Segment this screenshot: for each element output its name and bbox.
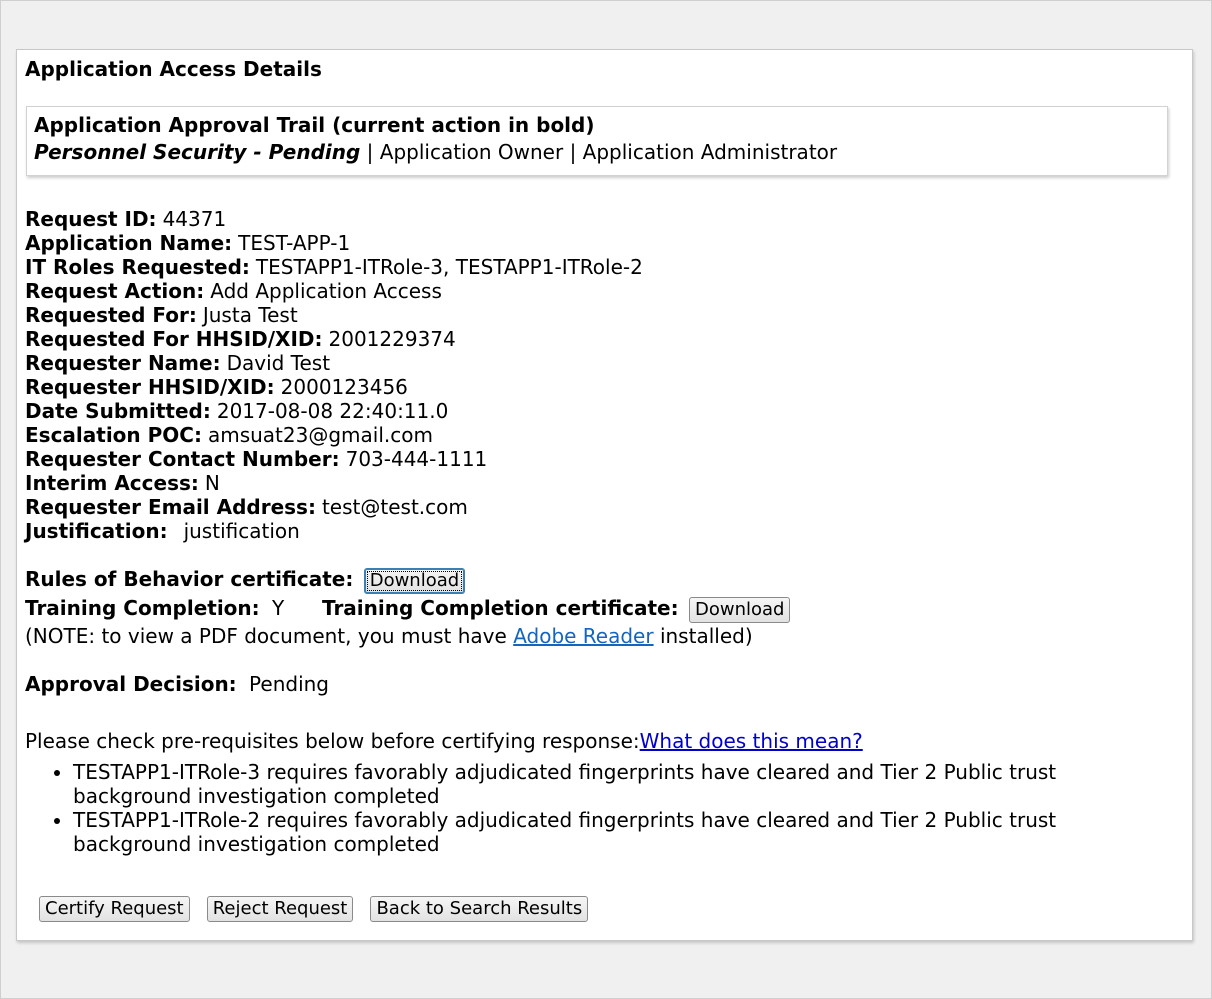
action-buttons: [39, 896, 600, 922]
detail-justification: Justification: justification: [25, 519, 300, 543]
detail-request-id: Request ID: 44371: [25, 207, 227, 231]
reject-request-button[interactable]: Reject Request: [207, 896, 354, 922]
approval-decision-label: Approval Decision:: [25, 672, 237, 696]
training-completion-row: [25, 596, 284, 620]
detail-requested-for: Requested For: Justa Test: [25, 303, 298, 327]
training-completion-label: Training Completion:: [25, 596, 260, 620]
detail-requested-for-hhsid: Requested For HHSID/XID: 2001229374: [25, 327, 456, 351]
page-title: Application Access Details: [25, 57, 322, 81]
approval-decision-value: Pending: [249, 672, 329, 696]
detail-date-submitted: Date Submitted: 2017-08-08 22:40:11.0: [25, 399, 449, 423]
request-details: [25, 207, 643, 543]
certify-request-button[interactable]: Certify Request: [39, 896, 190, 922]
detail-escalation-poc: Escalation POC: amsuat23@gmail.com: [25, 423, 433, 447]
detail-requester-name: Requester Name: David Test: [25, 351, 331, 375]
rules-download-button[interactable]: Download: [364, 568, 465, 594]
approval-trail-box: [26, 106, 1168, 176]
trail-step-current: Personnel Security - Pending: [34, 140, 361, 164]
trail-separator: |: [366, 140, 374, 164]
training-download-button[interactable]: Download: [689, 597, 790, 623]
approval-trail-title: Application Approval Trail (current action in bold): [34, 113, 595, 137]
training-completion-value: Y: [272, 596, 285, 620]
detail-request-action: Request Action: Add Application Access: [25, 279, 442, 303]
approval-decision-row: [25, 672, 329, 696]
access-details-panel: [16, 49, 1193, 941]
trail-step-admin: Application Administrator: [582, 140, 838, 164]
what-does-this-mean-link[interactable]: What does this mean?: [639, 729, 863, 753]
detail-interim-access: Interim Access: N: [25, 471, 220, 495]
rules-of-behavior-row: [25, 567, 465, 594]
prereq-list: [25, 760, 1113, 856]
trail-separator: |: [569, 140, 577, 164]
prereq-intro: Please check pre-requisites below before certifying response:What does this mean?: [25, 729, 863, 753]
approval-trail-steps: [34, 140, 837, 164]
list-item: • TESTAPP1-ITRole-2 requires favorably adjudicated fingerprints have cleared and Tier 2 Public trust background investigation completed: [73, 808, 1113, 856]
training-certificate-row: [322, 596, 790, 623]
detail-contact-number: Requester Contact Number: 703-444-1111: [25, 447, 488, 471]
adobe-reader-link[interactable]: Adobe Reader: [513, 624, 654, 648]
trail-step-owner: Application Owner: [379, 140, 564, 164]
detail-requester-hhsid: Requester HHSID/XID: 2000123456: [25, 375, 408, 399]
detail-application-name: Application Name: TEST-APP-1: [25, 231, 351, 255]
back-to-search-results-button[interactable]: Back to Search Results: [370, 896, 588, 922]
list-item: • TESTAPP1-ITRole-3 requires favorably adjudicated fingerprints have cleared and Tier 2 Public trust background investigation completed: [73, 760, 1113, 808]
detail-email-address: Requester Email Address: test@test.com: [25, 495, 468, 519]
detail-it-roles: IT Roles Requested: TESTAPP1-ITRole-3, TESTAPP1-ITRole-2: [25, 255, 643, 279]
training-certificate-label: Training Completion certificate:: [322, 596, 679, 620]
pdf-note: (NOTE: to view a PDF document, you must have Adobe Reader installed): [25, 624, 753, 648]
rules-of-behavior-label: Rules of Behavior certificate:: [25, 567, 354, 591]
